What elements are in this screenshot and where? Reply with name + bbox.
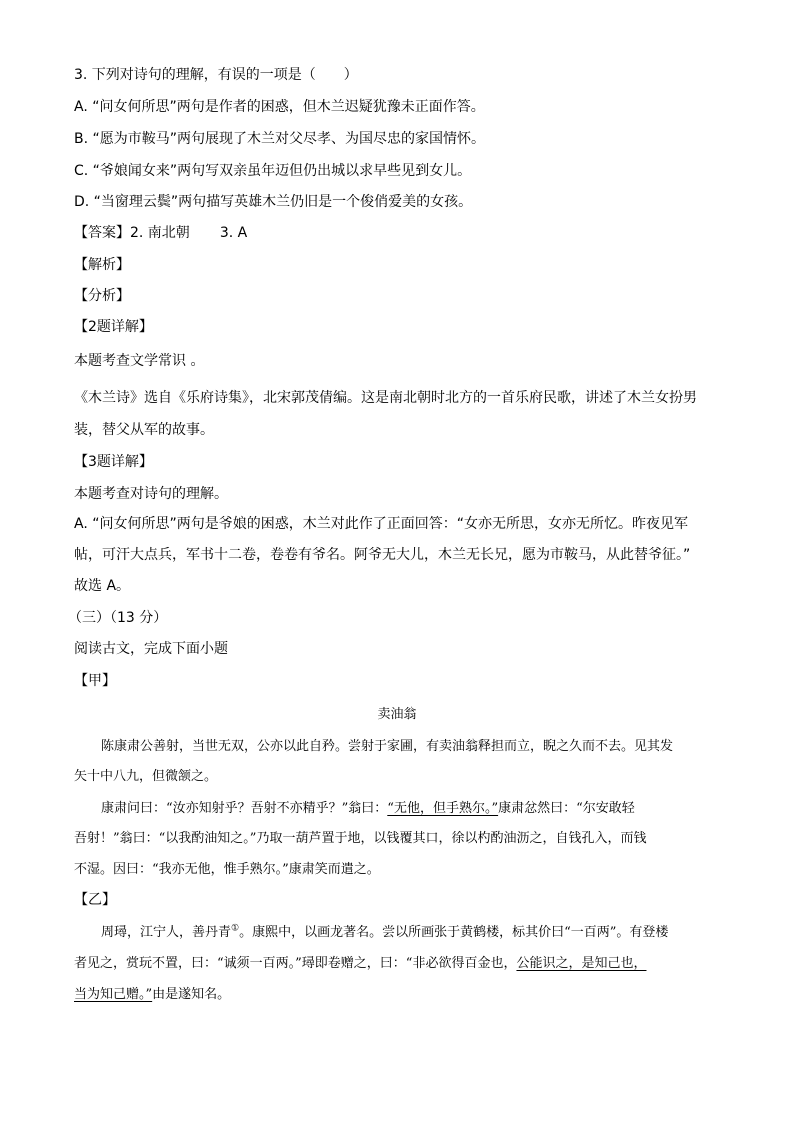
answer-tag: 【答案】 <box>74 225 130 241</box>
q2-detail-title: 【2题详解】 <box>74 319 153 335</box>
passage-text: 康肃忿然曰：“尔安敢轻 <box>498 801 635 816</box>
answer-part-2: 3. A <box>219 225 248 241</box>
passage-text: 周璕，江宁人，善丹青 <box>101 925 232 940</box>
q2-detail-line: 《木兰诗》选自《乐府诗集》，北宋郭茂倩编。这是南北朝时北方的一首乐府民歌，讲述了木兰女扮男 <box>74 390 697 406</box>
question-3-stem: 3. 下列对诗句的理解，有误的一项是（ ） <box>74 67 358 83</box>
passage-text: 者见之，赏玩不置，曰：“诚须一百两。”璕即卷赠之，曰：“非必欲得百金也， <box>74 956 517 971</box>
answer-part-1: 2. 南北朝 <box>130 225 190 241</box>
section-instruction: 阅读古文，完成下面小题 <box>74 641 228 657</box>
option-c: C. “爷娘闻女来”两句写双亲虽年迈但仍出城以求早些见到女儿。 <box>74 163 472 179</box>
passage-line <box>101 924 668 942</box>
underlined-sentence: 当为知己赠。” <box>74 987 153 1002</box>
q2-detail-line: 本题考查文学常识 。 <box>74 353 205 369</box>
passage-line <box>74 955 646 973</box>
passage-line: 不湿。因曰：“我亦无他，惟手熟尔。”康肃笑而遣之。 <box>74 862 380 877</box>
footnote-marker: ① <box>231 923 240 934</box>
passage-title: 卖油翁 <box>377 707 417 722</box>
section-title: （三）（13 分） <box>68 610 168 626</box>
option-a: A. “问女何所思”两句是作者的困惑，但木兰迟疑犹豫未正面作答。 <box>74 99 485 115</box>
option-b: B. “愿为市鞍马”两句展现了木兰对父尽孝、为国尽忠的家国情怀。 <box>74 131 486 147</box>
underlined-sentence: “无他，但手熟尔。” <box>387 801 499 816</box>
passage-line: 矢十中八九，但微颔之。 <box>74 769 218 784</box>
option-d: D. “当窗理云鬓”两句描写英雄木兰仍旧是一个俊俏爱美的女孩。 <box>74 194 473 210</box>
passage-line: 陈康肃公善射，当世无双，公亦以此自矜。尝射于家圃，有卖油翁释担而立，睨之久而不去。见其发 <box>101 739 674 754</box>
passage-line <box>74 986 230 1004</box>
passage-label-yi: 【乙】 <box>74 892 116 908</box>
q3-detail-line: 本题考查对诗句的理解。 <box>74 486 228 502</box>
passage-text: 。康熙中，以画龙著名。尝以所画张于黄鹤楼，标其价曰“一百两”。有登楼 <box>239 925 669 940</box>
q3-detail-line: 帖，可汗大点兵，军书十二卷，卷卷有爷名。阿爷无大儿，木兰无长兄，愿为市鞍马，从此替爷征。” <box>74 547 691 563</box>
analysis-tag: 【解析】 <box>74 257 130 273</box>
underlined-sentence: 公能识之，是知己也， <box>516 956 647 971</box>
breakdown-tag: 【分析】 <box>74 288 130 304</box>
answer-line <box>74 224 247 242</box>
q3-detail-line: A. “问女何所思”两句是爷娘的困惑，木兰对此作了正面回答：“女亦无所思，女亦无所忆。昨夜见军 <box>74 516 688 532</box>
passage-line: 吾射！”翁曰：“以我酌油知之。”乃取一葫芦置于地，以钱覆其口，徐以杓酌油沥之，自钱孔入，而钱 <box>74 831 647 846</box>
q2-detail-line: 装，替父从军的故事。 <box>74 422 214 438</box>
passage-text: 由是遂知名。 <box>152 987 231 1002</box>
passage-text: 康肃问曰：“汝亦知射乎？吾射不亦精乎？”翁曰： <box>101 801 388 816</box>
passage-label-jia: 【甲】 <box>74 673 116 689</box>
q3-detail-title: 【3题详解】 <box>74 454 153 470</box>
passage-line <box>101 800 635 818</box>
q3-detail-line: 故选 A。 <box>74 578 131 594</box>
